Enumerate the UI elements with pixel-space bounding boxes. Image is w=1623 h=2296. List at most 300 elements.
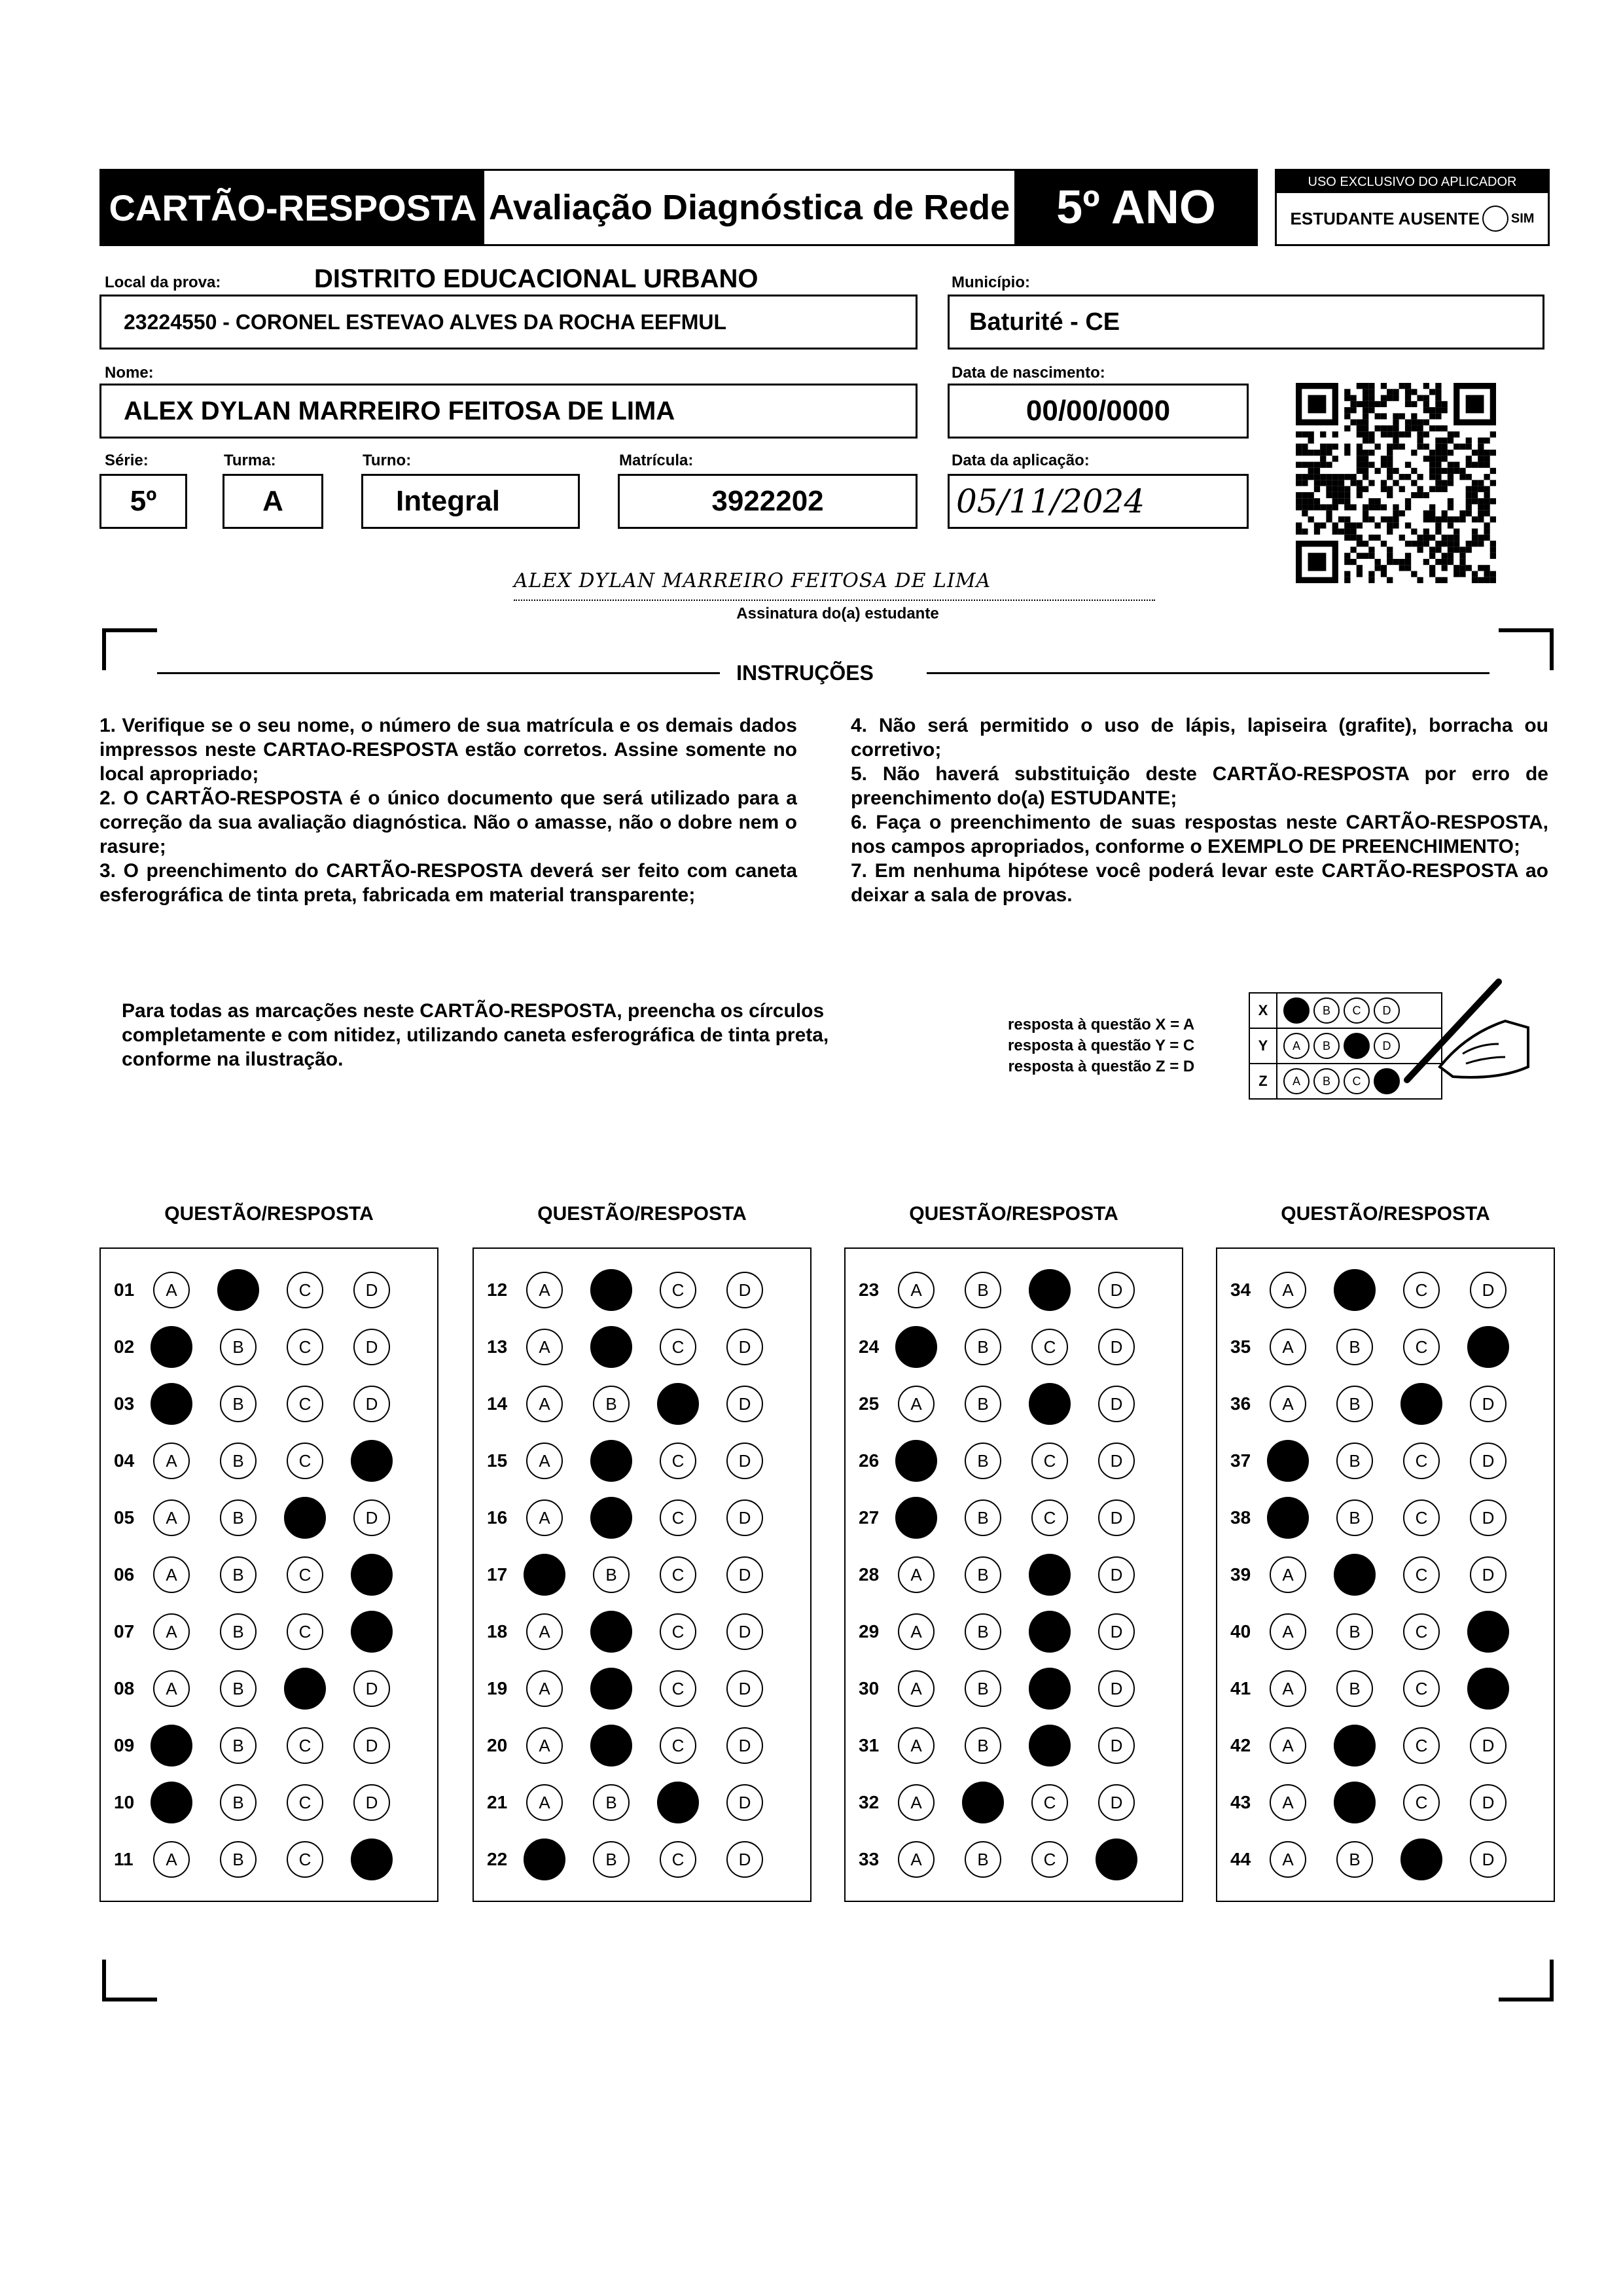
answer-bubble[interactable]: D xyxy=(1470,1727,1507,1764)
question-row xyxy=(1217,1660,1554,1717)
answer-bubble[interactable]: B xyxy=(1336,1841,1373,1878)
corner-mark-top-right xyxy=(1499,628,1554,632)
example-bubble xyxy=(1283,997,1310,1024)
nascimento-field xyxy=(948,384,1249,439)
question-row xyxy=(101,1660,437,1717)
answer-bubble-filled[interactable] xyxy=(351,1554,393,1596)
answer-bubble[interactable]: B xyxy=(593,1386,630,1422)
answer-bubble-filled[interactable] xyxy=(1334,1554,1376,1596)
example-bubble: B xyxy=(1313,1068,1340,1094)
answer-bubble[interactable]: C xyxy=(1031,1443,1068,1479)
nome-field xyxy=(99,384,918,439)
answer-bubble[interactable]: A xyxy=(526,1499,563,1536)
instructions-left xyxy=(99,713,797,907)
question-number: 18 xyxy=(487,1621,508,1641)
answer-bubble[interactable]: C xyxy=(660,1443,696,1479)
answer-bubble[interactable]: D xyxy=(1098,1443,1135,1479)
question-row xyxy=(846,1717,1182,1774)
answer-bubble[interactable]: D xyxy=(1098,1556,1135,1593)
question-row xyxy=(101,1717,437,1774)
signature-line[interactable] xyxy=(514,569,1155,601)
answer-bubble-filled[interactable] xyxy=(524,1554,565,1596)
example-row-label: X xyxy=(1250,994,1277,1028)
answer-bubble[interactable]: B xyxy=(965,1556,1001,1593)
answer-bubble[interactable]: B xyxy=(1336,1386,1373,1422)
answer-bubble[interactable]: A xyxy=(153,1841,190,1878)
serie-label: Série: xyxy=(105,452,149,469)
answer-bubble[interactable]: B xyxy=(220,1841,257,1878)
question-number: 02 xyxy=(114,1336,135,1357)
fill-note: Para todas as marcações neste CARTÃO-RESPOSTA, preencha os círculos completamente e com nitidez, utilizando caneta esferográfica de tinta preta, conforme na ilustração. xyxy=(122,1000,829,1070)
question-number: 05 xyxy=(114,1507,135,1528)
answer-bubble-filled[interactable] xyxy=(1267,1497,1309,1539)
answer-bubble[interactable]: D xyxy=(726,1499,763,1536)
question-number: 38 xyxy=(1230,1507,1251,1528)
answer-bubble[interactable]: B xyxy=(965,1670,1001,1707)
answer-bubble[interactable]: B xyxy=(220,1784,257,1821)
answer-bubble[interactable]: B xyxy=(965,1841,1001,1878)
question-number: 30 xyxy=(859,1678,880,1698)
question-row xyxy=(1217,1376,1554,1432)
instruction-2: 2. O CARTÃO-RESPOSTA é o único documento que será utilizado para a correção da sua avaliação diagnóstica. Não o amasse, não o dobre nem o rasure; xyxy=(99,787,797,857)
answer-bubble[interactable]: D xyxy=(726,1727,763,1764)
answer-bubble[interactable]: C xyxy=(287,1784,323,1821)
answer-bubble[interactable]: A xyxy=(1270,1386,1306,1422)
question-number: 13 xyxy=(487,1336,508,1357)
answer-bubble-filled[interactable] xyxy=(1029,1611,1071,1653)
answer-bubble[interactable]: D xyxy=(1470,1784,1507,1821)
answer-bubble-filled[interactable] xyxy=(1029,1725,1071,1767)
question-number: 33 xyxy=(859,1849,880,1869)
question-number: 44 xyxy=(1230,1849,1251,1869)
answer-bubble[interactable]: D xyxy=(726,1329,763,1365)
question-row xyxy=(1217,1490,1554,1546)
answer-bubble[interactable]: A xyxy=(1270,1841,1306,1878)
answer-bubble[interactable]: C xyxy=(660,1556,696,1593)
aplicacao-value: 05/11/2024 xyxy=(956,482,1145,520)
answer-bubble[interactable]: B xyxy=(593,1556,630,1593)
question-number: 43 xyxy=(1230,1792,1251,1812)
answer-bubble[interactable]: C xyxy=(1403,1556,1440,1593)
answer-bubble[interactable]: D xyxy=(353,1329,390,1365)
instruction-4: 4. Não será permitido o uso de lápis, lapiseira (grafite), borracha ou corretivo; xyxy=(851,715,1548,761)
answer-bubble[interactable]: C xyxy=(1403,1329,1440,1365)
answer-bubble[interactable]: D xyxy=(353,1499,390,1536)
answer-bubble[interactable]: A xyxy=(1270,1272,1306,1308)
example-row-label: Z xyxy=(1250,1064,1277,1098)
answer-bubble[interactable]: A xyxy=(898,1556,935,1593)
answer-bubble[interactable]: D xyxy=(1470,1556,1507,1593)
answer-bubble[interactable]: D xyxy=(726,1556,763,1593)
question-number: 39 xyxy=(1230,1564,1251,1585)
example-bubble: C xyxy=(1344,997,1370,1024)
local-label: Local da prova: xyxy=(105,274,221,291)
answer-bubble[interactable]: B xyxy=(220,1329,257,1365)
nascimento-value: 00/00/0000 xyxy=(1026,395,1171,427)
answer-bubble[interactable]: A xyxy=(526,1329,563,1365)
question-number: 01 xyxy=(114,1280,135,1300)
card-title: CARTÃO-RESPOSTA xyxy=(101,171,484,244)
answer-bubble[interactable]: B xyxy=(965,1499,1001,1536)
question-row xyxy=(474,1319,810,1375)
question-row xyxy=(1217,1774,1554,1831)
question-number: 14 xyxy=(487,1393,508,1414)
instruction-5: 5. Não haverá substituição deste CARTÃO-RESPOSTA por erro de preenchimento do(a) ESTUDANTE; xyxy=(851,763,1548,809)
absent-checkbox[interactable] xyxy=(1482,206,1508,232)
answer-bubble[interactable]: C xyxy=(1403,1499,1440,1536)
answer-bubble-filled[interactable] xyxy=(524,1839,565,1880)
answer-bubble[interactable]: B xyxy=(1336,1499,1373,1536)
local-district: DISTRITO EDUCACIONAL URBANO xyxy=(314,264,758,293)
question-number: 34 xyxy=(1230,1280,1251,1300)
example-row-label: Y xyxy=(1250,1029,1277,1063)
answer-bubble[interactable]: A xyxy=(898,1727,935,1764)
answer-bubble[interactable]: C xyxy=(1031,1499,1068,1536)
answer-bubble[interactable]: A xyxy=(526,1443,563,1479)
question-row xyxy=(1217,1433,1554,1489)
answer-bubble[interactable]: D xyxy=(1470,1386,1507,1422)
answer-bubble[interactable]: C xyxy=(287,1727,323,1764)
answer-bubble[interactable]: D xyxy=(1098,1499,1135,1536)
answer-bubble[interactable]: A xyxy=(153,1499,190,1536)
question-number: 17 xyxy=(487,1564,508,1585)
answer-bubble[interactable]: D xyxy=(353,1272,390,1308)
question-number: 36 xyxy=(1230,1393,1251,1414)
question-number: 37 xyxy=(1230,1450,1251,1471)
corner-mark-bottom-left xyxy=(102,1998,157,2001)
answer-bubble-filled[interactable] xyxy=(1334,1782,1376,1823)
nascimento-label: Data de nascimento: xyxy=(952,364,1105,382)
answer-bubble-filled[interactable] xyxy=(151,1383,192,1425)
answer-bubble[interactable]: C xyxy=(287,1386,323,1422)
answer-bubble[interactable]: A xyxy=(1270,1784,1306,1821)
instruction-6: 6. Faça o preenchimento de suas respostas neste CARTÃO-RESPOSTA, nos campos apropriados, conforme o EXEMPLO DE PREENCHIMENTO; xyxy=(851,812,1548,857)
question-row xyxy=(101,1831,437,1888)
answer-bubble[interactable]: D xyxy=(353,1670,390,1707)
question-row xyxy=(101,1376,437,1432)
answer-bubble-filled[interactable] xyxy=(151,1725,192,1767)
answer-bubble-filled[interactable] xyxy=(657,1383,699,1425)
answer-bubble-filled[interactable] xyxy=(1267,1440,1309,1482)
question-number: 28 xyxy=(859,1564,880,1585)
question-row xyxy=(846,1490,1182,1546)
answer-bubble[interactable]: B xyxy=(965,1613,1001,1650)
answer-bubble[interactable]: A xyxy=(898,1386,935,1422)
answer-bubble[interactable]: D xyxy=(1470,1499,1507,1536)
answer-bubble[interactable]: A xyxy=(526,1727,563,1764)
answer-bubble[interactable]: D xyxy=(1470,1272,1507,1308)
applicator-label: USO EXCLUSIVO DO APLICADOR xyxy=(1277,171,1548,193)
answer-bubble[interactable]: B xyxy=(220,1613,257,1650)
question-row xyxy=(474,1717,810,1774)
answer-bubble[interactable]: B xyxy=(220,1556,257,1593)
answer-bubble[interactable]: B xyxy=(965,1443,1001,1479)
answer-bubble[interactable]: B xyxy=(220,1443,257,1479)
answer-bubble[interactable]: C xyxy=(1403,1670,1440,1707)
answer-bubble[interactable]: D xyxy=(1098,1784,1135,1821)
question-row xyxy=(1217,1604,1554,1660)
question-row xyxy=(101,1774,437,1831)
example-bubble: A xyxy=(1283,1068,1310,1094)
answer-bubble-filled[interactable] xyxy=(351,1611,393,1653)
example-bubble: B xyxy=(1313,997,1340,1024)
question-row xyxy=(474,1490,810,1546)
answer-bubble[interactable]: C xyxy=(1403,1613,1440,1650)
question-number: 27 xyxy=(859,1507,880,1528)
answer-bubble[interactable]: C xyxy=(660,1841,696,1878)
corner-mark-top-left xyxy=(102,628,157,632)
answer-bubble[interactable]: C xyxy=(1403,1727,1440,1764)
applicator-box xyxy=(1275,169,1550,246)
answer-bubble[interactable]: A xyxy=(526,1272,563,1308)
answer-bubble[interactable]: B xyxy=(220,1670,257,1707)
signature-value: ALEX DYLAN MARREIRO FEITOSA DE LIMA xyxy=(514,569,991,592)
answer-bubble[interactable]: A xyxy=(1270,1329,1306,1365)
answer-bubble[interactable]: C xyxy=(660,1499,696,1536)
answer-bubble-filled[interactable] xyxy=(590,1269,632,1311)
answer-bubble-filled[interactable] xyxy=(151,1326,192,1368)
question-row xyxy=(474,1547,810,1603)
answer-bubble-filled[interactable] xyxy=(284,1497,326,1539)
question-number: 22 xyxy=(487,1849,508,1869)
answer-bubble[interactable]: C xyxy=(287,1272,323,1308)
question-row xyxy=(474,1774,810,1831)
answer-bubble-filled[interactable] xyxy=(962,1782,1004,1823)
answer-bubble[interactable]: D xyxy=(1470,1443,1507,1479)
answer-bubble-filled[interactable] xyxy=(657,1782,699,1823)
answer-bubble[interactable]: D xyxy=(1098,1329,1135,1365)
answer-bubble[interactable]: B xyxy=(1336,1670,1373,1707)
answer-bubble[interactable]: D xyxy=(726,1841,763,1878)
instruction-3: 3. O preenchimento do CARTÃO-RESPOSTA deverá ser feito com caneta esferográfica de tinta preta, fabricada em material transparente; xyxy=(99,860,797,906)
answer-bubble-filled[interactable] xyxy=(1334,1269,1376,1311)
nome-value: ALEX DYLAN MARREIRO FEITOSA DE LIMA xyxy=(124,396,675,425)
question-number: 09 xyxy=(114,1735,135,1755)
answer-bubble-filled[interactable] xyxy=(1400,1383,1442,1425)
turno-label: Turno: xyxy=(363,452,412,469)
answer-bubble[interactable]: D xyxy=(353,1386,390,1422)
answer-bubble[interactable]: A xyxy=(1270,1613,1306,1650)
answer-bubble[interactable]: B xyxy=(220,1727,257,1764)
question-row xyxy=(1217,1262,1554,1318)
answer-bubble-filled[interactable] xyxy=(1400,1839,1442,1880)
aplicacao-field[interactable] xyxy=(948,474,1249,529)
answer-bubble-filled[interactable] xyxy=(895,1440,937,1482)
question-number: 24 xyxy=(859,1336,880,1357)
answer-bubble[interactable]: C xyxy=(1403,1784,1440,1821)
answer-bubble[interactable]: A xyxy=(1270,1670,1306,1707)
answer-bubble[interactable]: D xyxy=(726,1670,763,1707)
answer-bubble[interactable]: D xyxy=(1098,1386,1135,1422)
answer-bubble-filled[interactable] xyxy=(351,1440,393,1482)
question-row xyxy=(846,1376,1182,1432)
absent-yes: SIM xyxy=(1510,211,1535,226)
turma-value: A xyxy=(262,485,283,517)
answer-bubble[interactable]: C xyxy=(660,1329,696,1365)
example-legend xyxy=(1008,1014,1194,1077)
answer-bubble[interactable]: B xyxy=(220,1499,257,1536)
answer-bubble-filled[interactable] xyxy=(217,1269,259,1311)
answer-bubble[interactable]: B xyxy=(965,1386,1001,1422)
answer-bubble-filled[interactable] xyxy=(1029,1383,1071,1425)
example-bubble: D xyxy=(1374,1033,1400,1059)
answer-bubble[interactable]: C xyxy=(287,1443,323,1479)
question-number: 25 xyxy=(859,1393,880,1414)
answer-bubble[interactable]: A xyxy=(898,1272,935,1308)
signature-label: Assinatura do(a) estudante xyxy=(736,605,939,622)
answer-bubble-filled[interactable] xyxy=(151,1782,192,1823)
answer-bubble[interactable]: D xyxy=(1470,1841,1507,1878)
question-number: 07 xyxy=(114,1621,135,1641)
answer-bubble[interactable]: C xyxy=(660,1613,696,1650)
question-number: 35 xyxy=(1230,1336,1251,1357)
example-line-z: resposta à questão Z = D xyxy=(1008,1058,1195,1075)
answer-bubble[interactable]: A xyxy=(898,1841,935,1878)
answer-bubble-filled[interactable] xyxy=(895,1497,937,1539)
question-row xyxy=(474,1376,810,1432)
question-row xyxy=(846,1319,1182,1375)
answer-bubble-filled[interactable] xyxy=(1029,1668,1071,1710)
pen-hand-icon xyxy=(1400,975,1531,1086)
answer-bubble-filled[interactable] xyxy=(590,1326,632,1368)
question-number: 26 xyxy=(859,1450,880,1471)
answer-bubble-filled[interactable] xyxy=(590,1668,632,1710)
answer-panel xyxy=(844,1247,1183,1902)
instructions-rule-left xyxy=(157,672,720,674)
answer-bubble[interactable]: A xyxy=(898,1670,935,1707)
answer-bubble-filled[interactable] xyxy=(590,1497,632,1539)
column-header: QUESTÃO/RESPOSTA xyxy=(164,1203,374,1225)
answer-bubble-filled[interactable] xyxy=(1029,1554,1071,1596)
answer-bubble[interactable]: A xyxy=(1270,1727,1306,1764)
answer-bubble[interactable]: A xyxy=(1270,1556,1306,1593)
question-number: 03 xyxy=(114,1393,135,1414)
answer-bubble[interactable]: B xyxy=(1336,1443,1373,1479)
answer-bubble[interactable]: C xyxy=(1031,1841,1068,1878)
matricula-value: 3922202 xyxy=(711,485,824,517)
answer-panel xyxy=(473,1247,812,1902)
corner-mark-top-right-v xyxy=(1550,628,1554,670)
answer-bubble[interactable]: C xyxy=(287,1329,323,1365)
answer-panel xyxy=(1216,1247,1555,1902)
answer-bubble[interactable]: A xyxy=(898,1613,935,1650)
answer-bubble[interactable]: B xyxy=(965,1272,1001,1308)
answer-bubble[interactable]: D xyxy=(726,1613,763,1650)
example-bubble: D xyxy=(1374,997,1400,1024)
example-bubble: C xyxy=(1344,1068,1370,1094)
answer-bubble-filled[interactable] xyxy=(1467,1611,1509,1653)
answer-bubble[interactable]: A xyxy=(153,1670,190,1707)
example-line-x: resposta à questão X = A xyxy=(1008,1016,1195,1033)
question-number: 20 xyxy=(487,1735,508,1755)
question-number: 23 xyxy=(859,1280,880,1300)
answer-bubble[interactable]: A xyxy=(526,1386,563,1422)
answer-bubble[interactable]: B xyxy=(1336,1329,1373,1365)
answer-bubble[interactable]: B xyxy=(1336,1613,1373,1650)
answer-bubble[interactable]: B xyxy=(965,1329,1001,1365)
answer-bubble[interactable]: A xyxy=(153,1272,190,1308)
question-row xyxy=(101,1604,437,1660)
answer-bubble[interactable]: D xyxy=(726,1784,763,1821)
answer-bubble[interactable]: D xyxy=(1098,1272,1135,1308)
answer-bubble-filled[interactable] xyxy=(895,1326,937,1368)
answer-bubble[interactable]: A xyxy=(526,1784,563,1821)
answer-bubble[interactable]: A xyxy=(153,1443,190,1479)
answer-bubble[interactable]: D xyxy=(726,1386,763,1422)
answer-bubble-filled[interactable] xyxy=(1467,1668,1509,1710)
instructions-rule-right xyxy=(927,672,1489,674)
question-row xyxy=(1217,1319,1554,1375)
local-field xyxy=(99,295,918,350)
answer-bubble-filled[interactable] xyxy=(1334,1725,1376,1767)
answer-bubble[interactable]: A xyxy=(898,1784,935,1821)
question-row xyxy=(846,1262,1182,1318)
exam-title: Avaliação Diagnóstica de Rede xyxy=(484,171,1016,244)
answer-bubble-filled[interactable] xyxy=(1029,1269,1071,1311)
question-row xyxy=(1217,1831,1554,1888)
question-number: 15 xyxy=(487,1450,508,1471)
answer-bubble[interactable]: B xyxy=(593,1784,630,1821)
question-row xyxy=(101,1433,437,1489)
answer-bubble[interactable]: B xyxy=(593,1841,630,1878)
question-row xyxy=(474,1433,810,1489)
example-bubble: A xyxy=(1283,1033,1310,1059)
answer-bubble[interactable]: C xyxy=(287,1613,323,1650)
answer-bubble-filled[interactable] xyxy=(590,1440,632,1482)
question-number: 19 xyxy=(487,1678,508,1698)
question-row xyxy=(846,1831,1182,1888)
question-row xyxy=(101,1490,437,1546)
answer-bubble[interactable]: D xyxy=(353,1784,390,1821)
answer-bubble[interactable]: D xyxy=(353,1727,390,1764)
answer-bubble-filled[interactable] xyxy=(590,1611,632,1653)
answer-bubble-filled[interactable] xyxy=(590,1725,632,1767)
answer-bubble-filled[interactable] xyxy=(1096,1839,1137,1880)
column-header: QUESTÃO/RESPOSTA xyxy=(537,1203,747,1225)
answer-bubble[interactable]: C xyxy=(660,1670,696,1707)
answer-bubble[interactable]: D xyxy=(1098,1670,1135,1707)
answer-bubble[interactable]: A xyxy=(526,1670,563,1707)
header-bar xyxy=(99,169,1258,246)
answer-bubble[interactable]: C xyxy=(287,1556,323,1593)
answer-bubble[interactable]: D xyxy=(1098,1727,1135,1764)
absent-row xyxy=(1277,193,1548,244)
answer-bubble[interactable]: B xyxy=(965,1727,1001,1764)
answer-bubble-filled[interactable] xyxy=(284,1668,326,1710)
question-row xyxy=(846,1660,1182,1717)
answer-panel xyxy=(99,1247,438,1902)
answer-bubble[interactable]: A xyxy=(153,1613,190,1650)
answer-bubble[interactable]: C xyxy=(1403,1443,1440,1479)
answer-bubble[interactable]: A xyxy=(526,1613,563,1650)
answer-bubble[interactable]: D xyxy=(726,1272,763,1308)
answer-bubble[interactable]: C xyxy=(660,1727,696,1764)
answer-bubble[interactable]: D xyxy=(1098,1613,1135,1650)
instruction-1: 1. Verifique se o seu nome, o número de sua matrícula e os demais dados impressos neste CARTAO-RESPOSTA estão corretos. Assine somente no local apropriado; xyxy=(99,715,797,785)
question-row xyxy=(474,1831,810,1888)
answer-bubble[interactable]: C xyxy=(287,1841,323,1878)
answer-bubble[interactable]: B xyxy=(220,1386,257,1422)
answer-bubble[interactable]: C xyxy=(1031,1329,1068,1365)
answer-bubble[interactable]: A xyxy=(153,1556,190,1593)
answer-bubble[interactable]: D xyxy=(726,1443,763,1479)
answer-bubble[interactable]: C xyxy=(1403,1272,1440,1308)
answer-bubble-filled[interactable] xyxy=(1467,1326,1509,1368)
answer-bubble[interactable]: C xyxy=(660,1272,696,1308)
question-number: 29 xyxy=(859,1621,880,1641)
answer-bubble[interactable]: C xyxy=(1031,1784,1068,1821)
answer-bubble-filled[interactable] xyxy=(351,1839,393,1880)
